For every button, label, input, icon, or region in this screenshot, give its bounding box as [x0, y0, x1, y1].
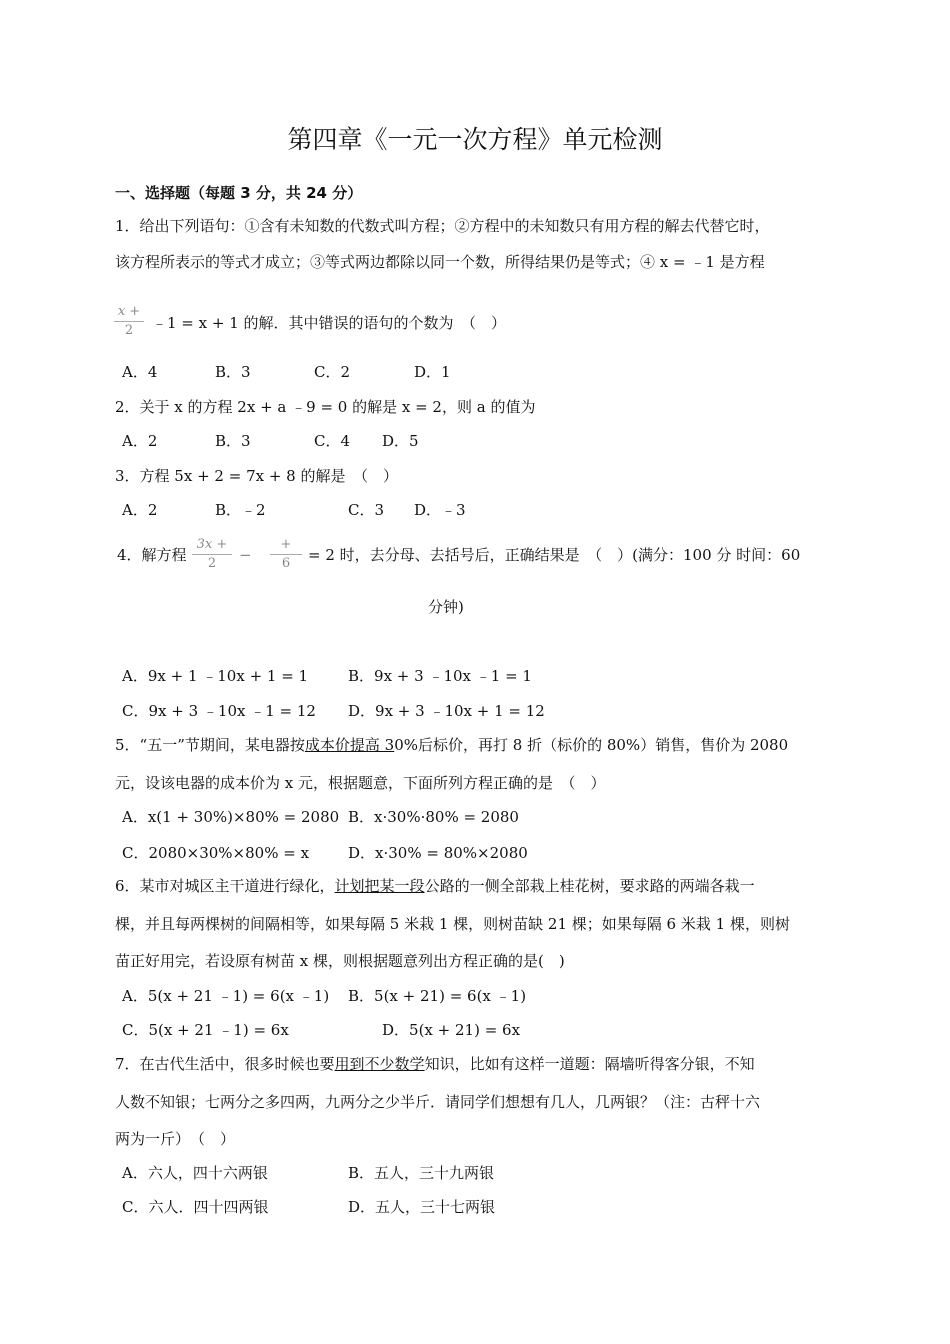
- question-5-line-2: 元，设该电器的成本价为 x 元，根据题意，下面所列方程正确的是 （ ）: [115, 774, 606, 792]
- fraction-numerator: 3x +: [196, 537, 228, 552]
- question-4-prefix: 4．解方程: [117, 546, 187, 564]
- question-7-option-c[interactable]: C．六人．四十四两银: [122, 1198, 269, 1216]
- question-4-fraction-2: [270, 536, 302, 573]
- question-7-option-a[interactable]: A．六人，四十六两银: [122, 1164, 268, 1182]
- question-4-option-b[interactable]: B．9x + 3 ﹣10x ﹣1 = 1: [348, 667, 532, 685]
- section-heading: 一、选择题（每题 3 分，共 24 分）: [115, 184, 363, 202]
- question-6-text-a: 6．某市对城区主干道进行绿化，: [115, 877, 335, 895]
- fraction-denominator: 2: [124, 323, 134, 338]
- question-6-line-2: 棵，并且每两棵树的间隔相等，如果每隔 5 米栽 1 棵，则树苗缺 21 棵；如果每隔 6 米栽 1 棵，则树: [115, 915, 790, 933]
- question-6-option-c[interactable]: C．5(x + 21 ﹣1) = 6x: [122, 1021, 289, 1039]
- question-6-line-3: 苗正好用完，若设原有树苗 x 棵，则根据题意列出方程正确的是( ): [115, 952, 565, 970]
- question-7-option-b[interactable]: B．五人，三十九两银: [348, 1164, 495, 1182]
- question-5-option-d[interactable]: D．x·30% = 80%×2080: [348, 844, 528, 862]
- question-7-line-3: 两为一斤） （ ）: [115, 1130, 236, 1148]
- question-1-line-1: 1．给出下列语句：①含有未知数的代数式叫方程；②方程中的未知数只有用方程的解去代替它时，: [115, 217, 770, 235]
- question-6-underlined: 计划把某一段: [334, 877, 425, 895]
- question-1-option-c[interactable]: C．2: [314, 363, 351, 381]
- question-4-fraction-1: [192, 536, 232, 573]
- question-2-option-c[interactable]: C．4: [314, 432, 351, 450]
- page-title: 第四章《一元一次方程》单元检测: [287, 125, 663, 154]
- question-7-underlined: 用到不少数学: [334, 1055, 425, 1073]
- question-1-line-3: ﹣1 = x + 1 的解．其中错误的语句的个数为 （ ）: [152, 314, 507, 332]
- question-6-line-1: [115, 876, 755, 896]
- question-5-option-b[interactable]: B．x·30%·80% = 2080: [348, 808, 519, 826]
- question-4-minus: −: [239, 546, 252, 564]
- question-5-line-1: [115, 735, 788, 755]
- question-6-option-b[interactable]: B．5(x + 21) = 6(x ﹣1): [348, 987, 527, 1005]
- fraction-numerator: +: [280, 537, 292, 552]
- question-7-line-1: [115, 1054, 755, 1074]
- question-1-option-a[interactable]: A．4: [122, 363, 158, 381]
- question-3-option-c[interactable]: C．3: [348, 501, 385, 519]
- question-5-option-a[interactable]: A．x(1 + 30%)×80% = 2080: [122, 808, 340, 826]
- question-4-option-a[interactable]: A．9x + 1 ﹣10x + 1 = 1: [122, 667, 309, 685]
- question-3-option-a[interactable]: A．2: [122, 501, 158, 519]
- question-2-line-1: 2．关于 x 的方程 2x + a ﹣9 = 0 的解是 x = 2，则 a 的值为: [115, 398, 536, 416]
- question-7-line-2: 人数不知银；七两分之多四两，九两分之少半斤．请同学们想想有几人，几两银？（注：古秤十六: [115, 1093, 761, 1111]
- question-5-option-c[interactable]: C．2080×30%×80% = x: [122, 844, 310, 862]
- question-1-option-b[interactable]: B．3: [215, 363, 251, 381]
- question-6-option-d[interactable]: D．5(x + 21) = 6x: [382, 1021, 521, 1039]
- question-5-text-a: 5．“五一”节期间，某电器按: [115, 736, 305, 754]
- question-5-underlined: 成本价提高 3: [304, 736, 395, 754]
- question-3-line-1: 3．方程 5x + 2 = 7x + 8 的解是 （ ）: [115, 467, 398, 485]
- question-2-option-b[interactable]: B．3: [215, 432, 251, 450]
- question-4-option-c[interactable]: C．9x + 3 ﹣10x ﹣1 = 12: [122, 702, 316, 720]
- question-6-text-b: 公路的一侧全部栽上桂花树，要求路的两端各栽一: [424, 877, 755, 895]
- question-1-option-d[interactable]: D．1: [414, 363, 451, 381]
- question-7-text-a: 7．在古代生活中，很多时候也要: [115, 1055, 335, 1073]
- question-1-fraction: [114, 303, 144, 340]
- question-3-option-d[interactable]: D．﹣3: [414, 501, 466, 519]
- question-7-option-d[interactable]: D．五人，三十七两银: [348, 1198, 496, 1216]
- question-2-option-d[interactable]: D．5: [382, 432, 419, 450]
- fraction-denominator: 6: [281, 556, 291, 571]
- fraction-numerator: x +: [117, 304, 141, 319]
- question-4-line-2: 分钟): [428, 598, 464, 616]
- question-2-option-a[interactable]: A．2: [122, 432, 158, 450]
- question-4-line-1: = 2 时，去分母、去括号后，正确结果是 （ ）(满分：100 分 时间：60: [308, 546, 801, 564]
- question-5-text-b: 0%后标价，再打 8 折（标价的 80%）销售，售价为 2080: [394, 736, 789, 754]
- question-7-text-b: 知识，比如有这样一道题：隔墙听得客分银，不知: [424, 1055, 755, 1073]
- fraction-denominator: 2: [207, 556, 217, 571]
- question-6-option-a[interactable]: A．5(x + 21 ﹣1) = 6(x ﹣1): [122, 987, 330, 1005]
- question-4-option-d[interactable]: D．9x + 3 ﹣10x + 1 = 12: [348, 702, 545, 720]
- question-1-line-2: 该方程所表示的等式才成立；③等式两边都除以同一个数，所得结果仍是等式；④ x = ﹣1 是方程: [115, 253, 765, 271]
- question-3-option-b[interactable]: B．﹣2: [215, 501, 266, 519]
